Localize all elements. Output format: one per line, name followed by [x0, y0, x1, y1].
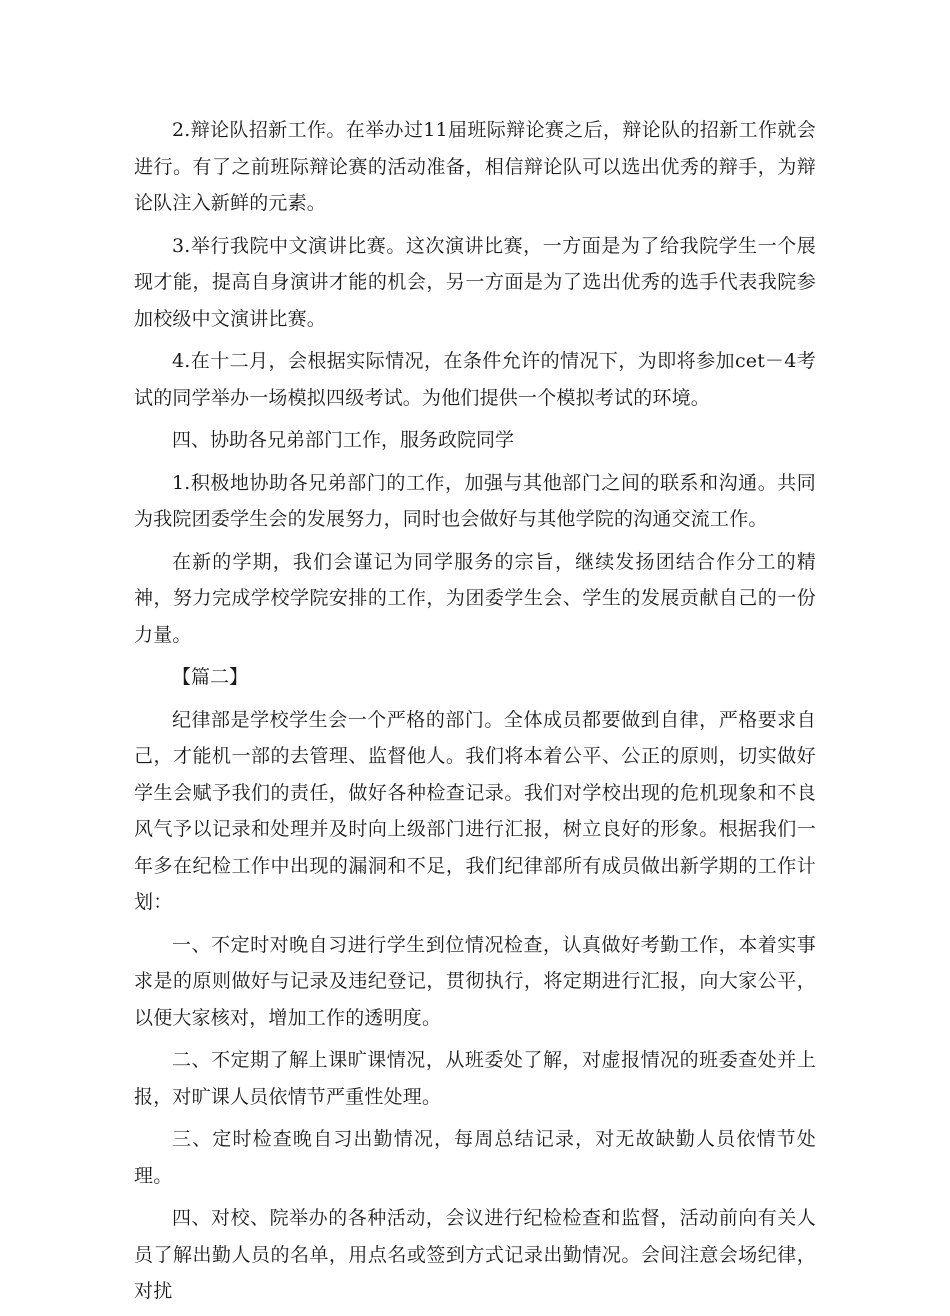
paragraph-discipline-intro: 纪律部是学校学生会一个严格的部门。全体成员都要做到自律，严格要求自己，才能机一部的去管理、监督他人。我们将本着公平、公正的原则，切实做好学生会赋予我们的责任，做好各种检查记录。我们对学校出现的危机现象和不良风气予以记录和处理并及时向上级部门进行汇报，树立良好的形象。根据我们一年多在纪检工作中出现的漏洞和不足，我们纪律部所有成员做出新学期的工作计划：: [134, 708, 816, 913]
paragraph-item-three: 三、定时检查晚自习出勤情况，每周总结记录，对无故缺勤人员依情节处理。: [134, 1128, 816, 1187]
paragraph-item-four: 四、对校、院举办的各种活动，会议进行纪检检查和监督，活动前向有关人员了解出勤人员的名单，用点名或签到方式记录出勤情况。会间注意会场纪律，对扰: [134, 1207, 816, 1302]
paragraph-item-two: 二、不定期了解上课旷课情况，从班委处了解，对虚报情况的班委查处并上报，对旷课人员依情节严重性处理。: [134, 1049, 816, 1108]
paragraph-debate-team: 2.辩论队招新工作。在举办过11届班际辩论赛之后，辩论队的招新工作就会进行。有了之前班际辩论赛的活动准备，相信辩论队可以选出优秀的辩手，为辩论队注入新鲜的元素。: [134, 119, 816, 214]
paragraph-assist-departments: 1.积极地协助各兄弟部门的工作，加强与其他部门之间的联系和沟通。共同为我院团委学生会的发展努力，同时也会做好与其他学院的沟通交流工作。: [134, 471, 816, 530]
paragraph-speech-contest: 3.举行我院中文演讲比赛。这次演讲比赛，一方面是为了给我院学生一个展现才能，提高自身演讲才能的机会，另一方面是为了选出优秀的选手代表我院参加校级中文演讲比赛。: [134, 234, 816, 330]
paragraph-mock-exam: 4.在十二月，会根据实际情况，在条件允许的情况下，为即将参加cet－4考试的同学举办一场模拟四级考试。为他们提供一个模拟考试的环境。: [134, 350, 816, 409]
paragraph-new-semester: 在新的学期，我们会谨记为同学服务的宗旨，继续发扬团结合作分工的精神，努力完成学校学院安排的工作，为团委学生会、学生的发展贡献自己的一份力量。: [134, 550, 816, 646]
section-heading-assist: 四、协助各兄弟部门工作，服务政院同学: [172, 429, 515, 451]
paragraph-item-one: 一、不定时对晚自习进行学生到位情况检查，认真做好考勤工作，本着实事求是的原则做好与记录及违纪登记，贯彻执行，将定期进行汇报，向大家公平，以便大家核对，增加工作的透明度。: [134, 933, 816, 1029]
section-heading-part-two: 【篇二】: [172, 666, 249, 688]
document-body: [134, 112, 816, 1316]
